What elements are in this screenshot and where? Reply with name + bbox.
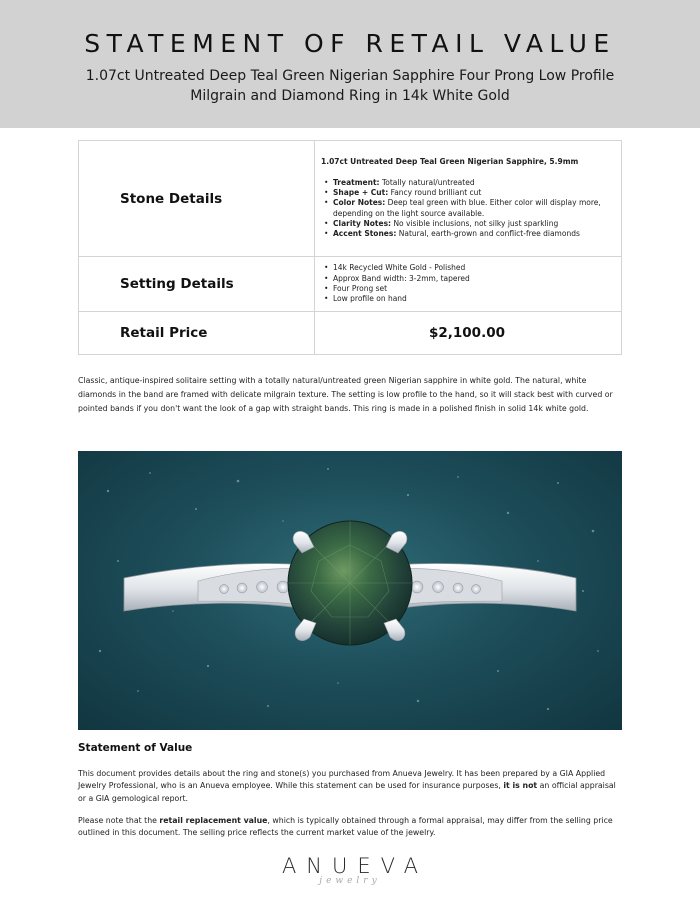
statement-paragraph-2: Please note that the retail replacement value, which is typically obtained through a formal appraisal, may differ from the selling price outlined in this document. The selling price reflects the current market value of the jewelry. (78, 816, 613, 838)
list-item: • Four Prong set (321, 284, 613, 294)
ring-illustration (78, 451, 622, 730)
retail-price-cell (315, 312, 622, 355)
retail-price-label: Retail Price (79, 312, 315, 355)
product-description: Classic, antique-inspired solitaire setting with a totally natural/untreated green Nigerian sapphire in white gold. The natural, white diamonds in the band are framed with delicate milgrain texture. The setting is low profile to the hand, so it will stack best with curved or pointed bands if you don't want the look of a gap with straight bands. This ring is made in a polished finish in solid 14k white gold. (78, 376, 613, 414)
list-item: • Clarity Notes: No visible inclusions, not silky just sparkling (321, 219, 613, 229)
setting-details-list (321, 263, 613, 304)
stone-details-list (321, 178, 613, 240)
statement-paragraph-1: This document provides details about the ring and stone(s) you purchased from Anueva Jewelry. It has been prepared by a GIA Applied Jewelry Professional, who is an Anueva employee. While this statement can be used for insurance purposes, it is not an official appraisal or a GIA gemological report. (78, 769, 616, 803)
stone-details-value (315, 141, 622, 257)
product-title: 1.07ct Untreated Deep Teal Green Nigerian Sapphire Four Prong Low Profile Milgrain and Diamond Ring in 14k White Gold (85, 68, 615, 104)
brand-tagline: jewelry (319, 876, 381, 886)
stone-details-label: Stone Details (79, 141, 315, 257)
list-item: • Approx Band width: 3-2mm, tapered (321, 274, 613, 284)
setting-details-row (79, 257, 622, 312)
list-item: • Shape + Cut: Fancy round brilliant cut (321, 188, 613, 198)
retail-price-row (79, 312, 622, 355)
stone-heading: 1.07ct Untreated Deep Teal Green Nigerian Sapphire, 5.9mm (321, 157, 579, 167)
details-table (78, 140, 622, 355)
list-item: • Accent Stones: Natural, earth-grown and conflict-free diamonds (321, 229, 613, 239)
ring-photo (78, 451, 622, 730)
brand-name: ANUEVA (281, 854, 429, 878)
statement-title: Statement of Value (78, 742, 193, 754)
list-item: • Low profile on hand (321, 294, 613, 304)
setting-details-value (315, 257, 622, 312)
page-title: STATEMENT OF RETAIL VALUE (84, 29, 616, 58)
header-banner (0, 0, 700, 128)
setting-details-label: Setting Details (79, 257, 315, 312)
stone-details-row (79, 141, 622, 257)
retail-price-value: $2,100.00 (428, 324, 505, 341)
list-item: • Color Notes: Deep teal green with blue. Either color will display more, depending on the light source available. (321, 198, 613, 219)
list-item: • Treatment: Totally natural/untreated (321, 178, 613, 188)
brand-logo (240, 854, 460, 886)
list-item: • 14k Recycled White Gold - Polished (321, 263, 613, 273)
